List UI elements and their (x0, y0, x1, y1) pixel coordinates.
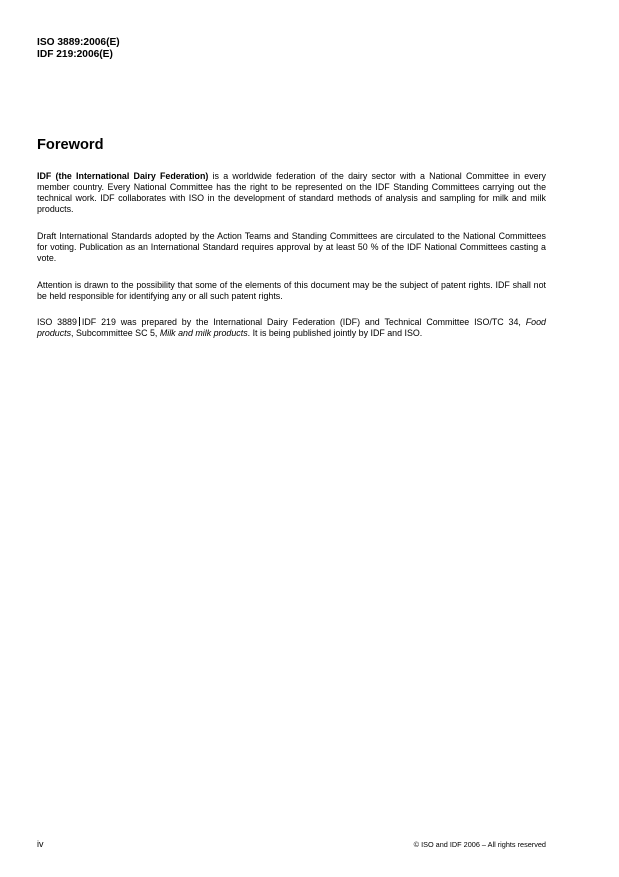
paragraph-draft-standards: Draft International Standards adopted by the Action Teams and Standing Committees are circulated to the National Committees for voting. Publication as an International Standard requires approval by at least 50 % of the IDF National Committees casting a vote. (37, 231, 546, 264)
document-identifier (37, 37, 120, 61)
preparation-text-a: was prepared by the International Dairy Federation (IDF) and Technical Committee ISO/TC 34, (115, 317, 526, 327)
preparation-text-c: . It is being published jointly by IDF and ISO. (247, 328, 423, 339)
food-products-italic: Food products (37, 317, 546, 339)
milk-products-italic: Milk and milk products (159, 328, 248, 339)
idf-bold-lead: IDF (the International Dairy Federation) (37, 171, 209, 181)
preparation-text-b: , Subcommittee SC 5, (71, 328, 160, 339)
iso-number: ISO 3889:2006(E) (37, 37, 120, 48)
page-title: Foreword (37, 137, 104, 153)
iso-reference: ISO 3889 (37, 317, 77, 327)
page-number: iv (37, 839, 44, 849)
separator-bar (79, 317, 80, 326)
paragraph-idf-intro (37, 171, 546, 215)
idf-reference: IDF 219 (81, 317, 116, 327)
idf-intro-text: is a worldwide federation of the dairy sector with a National Committee in every member country. Every National Committee has the right to be represented on the IDF Standing Committees carrying out the technical work. IDF collaborates with ISO in the development of standard methods of analysis and sampling for milk and milk products. (37, 171, 546, 215)
paragraph-preparation (37, 317, 546, 339)
paragraph-patent-rights: Attention is drawn to the possibility that some of the elements of this document may be the subject of patent rights. IDF shall not be held responsible for identifying any or all such patent rights. (37, 280, 546, 302)
idf-number: IDF 219:2006(E) (37, 49, 113, 60)
copyright-notice: © ISO and IDF 2006 – All rights reserved (413, 840, 546, 849)
